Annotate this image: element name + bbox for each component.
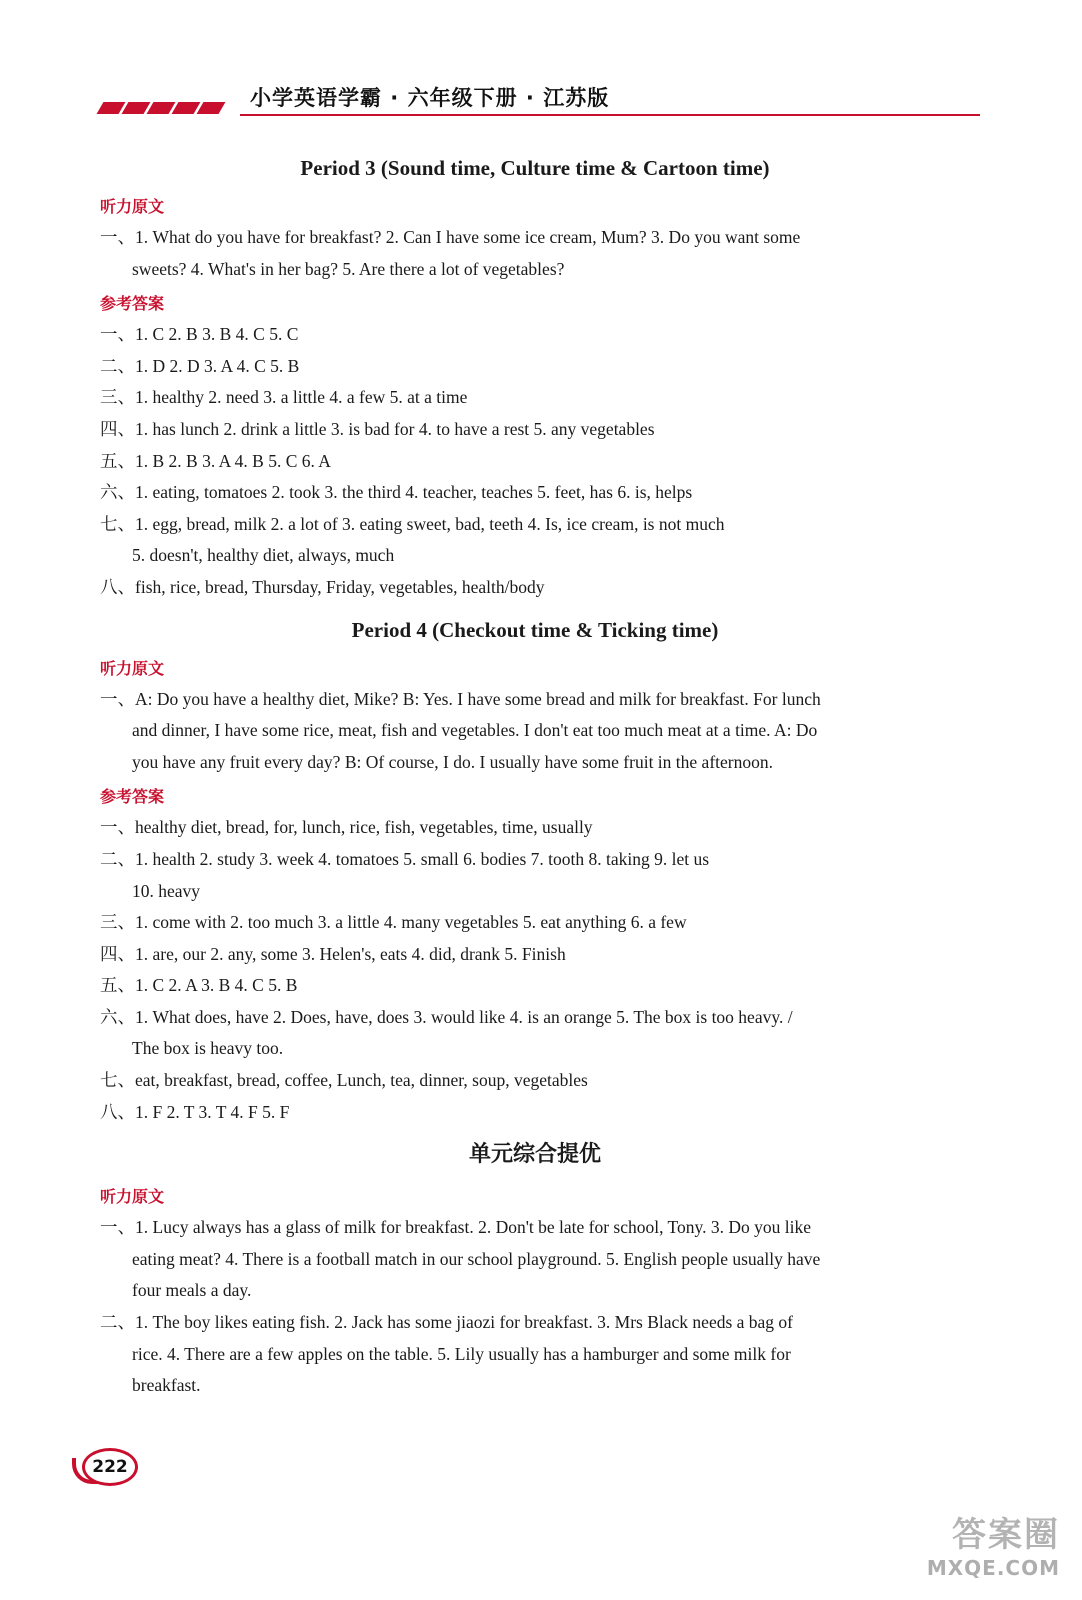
p3-answer-row: 5. doesn't, healthy diet, always, much bbox=[132, 545, 395, 566]
p4-answer-row: 三、1. come with 2. too much 3. a little 4. many vegetables 5. eat anything 6. a few bbox=[100, 912, 687, 933]
p4-answer-row: 六、1. What does, have 2. Does, have, does 3. would like 4. is an orange 5. The box is too heavy. / bbox=[100, 1006, 793, 1027]
watermark-domain: MXQE.COM bbox=[926, 1556, 1060, 1580]
p3-answer-row: 一、1. C 2. B 3. B 4. C 5. C bbox=[100, 324, 299, 345]
period-3-title: Period 3 (Sound time, Culture time & Cartoon time) bbox=[300, 156, 770, 180]
p3-answers-label: 参考答案 bbox=[100, 294, 165, 314]
unit-listening-line: eating meat? 4. There is a football match in our school playground. 5. English people usually have bbox=[132, 1248, 821, 1269]
p4-listening-line: and dinner, I have some rice, meat, fish and vegetables. I don't eat too much meat at a time. A: Do bbox=[132, 720, 818, 741]
page-number: 222 bbox=[82, 1448, 138, 1486]
page-header bbox=[100, 82, 980, 122]
unit-listening-label: 听力原文 bbox=[100, 1187, 165, 1207]
p4-answer-row: 10. heavy bbox=[132, 880, 201, 901]
period-4-title: Period 4 (Checkout time & Ticking time) bbox=[351, 617, 719, 642]
p4-answers-label: 参考答案 bbox=[100, 787, 165, 807]
book-title: 小学英语学霸 · 六年级下册 · 江苏版 bbox=[250, 86, 610, 110]
page-content bbox=[100, 148, 970, 1402]
p3-listening-line: sweets? 4. What's in her bag? 5. Are there a lot of vegetables? bbox=[132, 258, 565, 279]
p4-listening-label: 听力原文 bbox=[100, 658, 165, 678]
p3-answer-row: 六、1. eating, tomatoes 2. took 3. the third 4. teacher, teaches 5. feet, has 6. is, helps bbox=[100, 482, 693, 503]
p3-answer-row: 五、1. B 2. B 3. A 4. B 5. C 6. A bbox=[100, 450, 331, 471]
p4-answer-row: The box is heavy too. bbox=[132, 1038, 284, 1059]
p4-listening-line: 一、A: Do you have a healthy diet, Mike? B: Yes. I have some bread and milk for breakfast. For lunch bbox=[100, 688, 821, 709]
unit-listening-line: rice. 4. There are a few apples on the table. 5. Lily usually has a hamburger and some milk for bbox=[132, 1343, 791, 1364]
p3-listening-line: 一、1. What do you have for breakfast? 2. Can I have some ice cream, Mum? 3. Do you want some bbox=[100, 227, 801, 247]
unit-review-title: 单元综合提优 bbox=[468, 1142, 601, 1168]
p4-answer-row: 八、1. F 2. T 3. T 4. F 5. F bbox=[100, 1101, 290, 1122]
p3-answer-row: 七、1. egg, bread, milk 2. a lot of 3. eating sweet, bad, teeth 4. Is, ice cream, is not much bbox=[100, 513, 725, 534]
unit-listening-line: 二、1. The boy likes eating fish. 2. Jack has some jiaozi for breakfast. 3. Mrs Black needs a bag of bbox=[100, 1312, 794, 1333]
watermark-logo-text: 答案圈 bbox=[952, 1515, 1060, 1555]
unit-listening-line: breakfast. bbox=[132, 1375, 201, 1396]
unit-listening-line: 一、1. Lucy always has a glass of milk for breakfast. 2. Don't be late for school, Tony. 3. Do you like bbox=[100, 1217, 812, 1238]
p3-listening-label: 听力原文 bbox=[100, 197, 165, 216]
header-rule bbox=[240, 114, 980, 116]
p3-answer-row: 三、1. healthy 2. need 3. a little 4. a few 5. at a time bbox=[100, 387, 468, 408]
p4-answer-row: 二、1. health 2. study 3. week 4. tomatoes 5. small 6. bodies 7. tooth 8. taking 9. let us bbox=[100, 848, 710, 869]
p4-answer-row: 四、1. are, our 2. any, some 3. Helen's, eats 4. did, drank 5. Finish bbox=[100, 943, 566, 964]
unit-listening-line: four meals a day. bbox=[132, 1280, 252, 1301]
p3-answer-row: 八、fish, rice, bread, Thursday, Friday, vegetables, health/body bbox=[100, 576, 545, 597]
site-watermark bbox=[927, 1507, 1060, 1580]
p4-answer-row: 七、eat, breakfast, bread, coffee, Lunch, tea, dinner, soup, vegetables bbox=[100, 1070, 588, 1091]
p4-listening-line: you have any fruit every day? B: Of course, I do. I usually have some fruit in the afternoon. bbox=[132, 751, 773, 772]
p3-answer-row: 二、1. D 2. D 3. A 4. C 5. B bbox=[100, 355, 300, 376]
p3-answer-row: 四、1. has lunch 2. drink a little 3. is bad for 4. to have a rest 5. any vegetables bbox=[100, 418, 655, 439]
p4-answer-row: 一、healthy diet, bread, for, lunch, rice, fish, vegetables, time, usually bbox=[100, 817, 593, 838]
header-stripes-decoration bbox=[100, 102, 225, 114]
p4-answer-row: 五、1. C 2. A 3. B 4. C 5. B bbox=[100, 975, 298, 996]
